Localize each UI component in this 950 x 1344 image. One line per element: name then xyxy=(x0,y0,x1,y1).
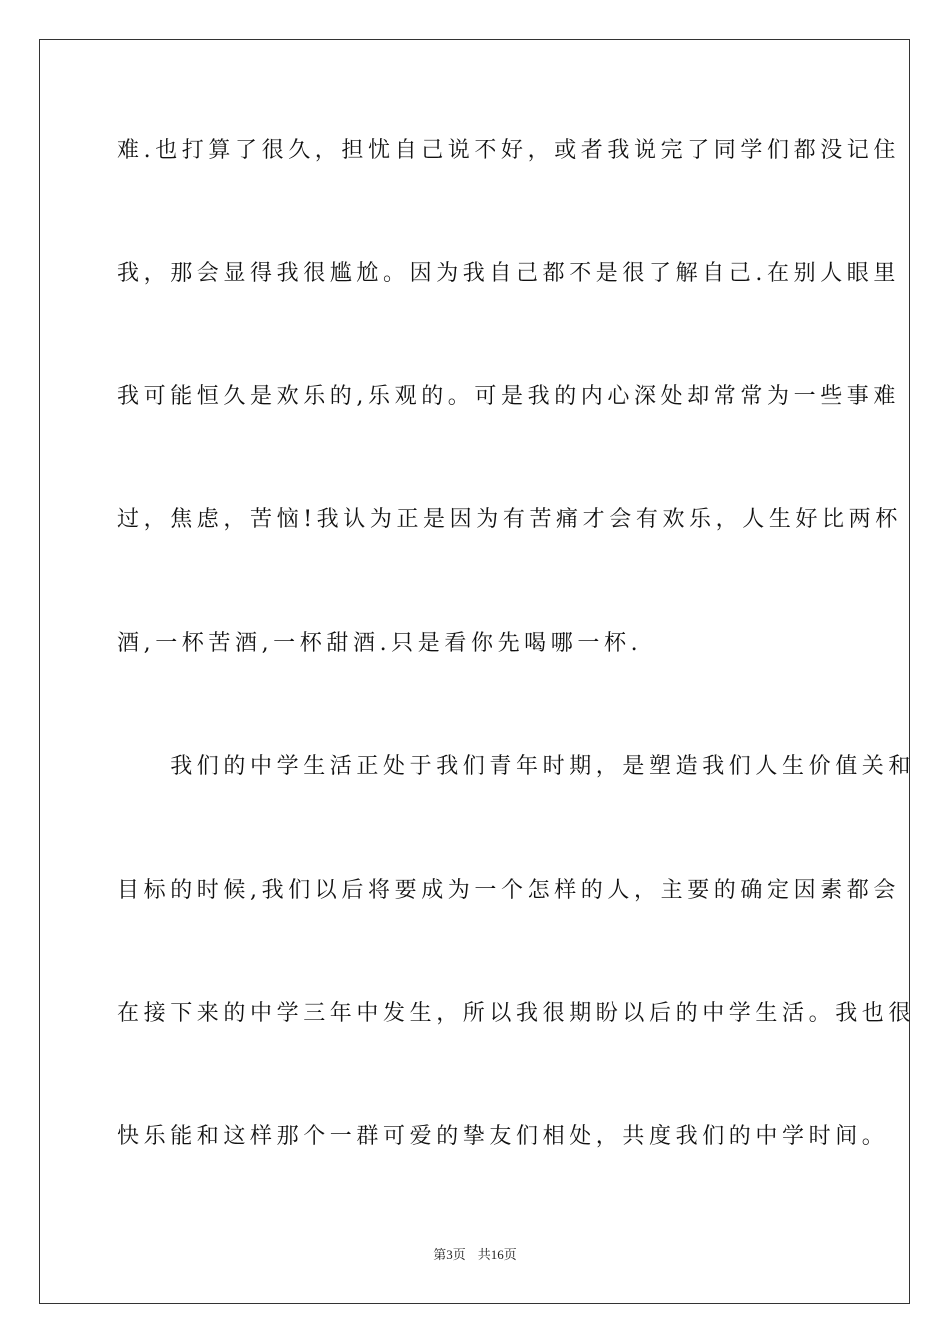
page-number: 第3页 xyxy=(433,1247,466,1262)
text-line: 我，那会显得我很尴尬。因为我自己都不是很了解自己.在别人眼里 xyxy=(117,261,900,286)
text-line: 我可能恒久是欢乐的,乐观的。可是我的内心深处却常常为一些事难 xyxy=(117,384,900,409)
text-line: 过，焦虑，苦恼!我认为正是因为有苦痛才会有欢乐，人生好比两杯 xyxy=(117,507,902,532)
paragraph-start-line: 我们的中学生活正处于我们青年时期，是塑造我们人生价值关和 xyxy=(117,754,916,779)
page-footer xyxy=(0,1246,950,1264)
text-line: 难.也打算了很久，担忧自己说不好，或者我说完了同学们都没记住 xyxy=(117,138,900,163)
text-line: 在接下来的中学三年中发生，所以我很期盼以后的中学生活。我也很 xyxy=(117,1001,916,1026)
page-border xyxy=(39,39,916,1304)
text-line: 酒,一杯苦酒,一杯甜酒.只是看你先喝哪一杯. xyxy=(117,631,643,656)
total-pages: 共16页 xyxy=(477,1247,517,1262)
text-line: 目标的时候,我们以后将要成为一个怎样的人，主要的确定因素都会 xyxy=(117,878,900,903)
text-line: 快乐能和这样那个一群可爱的挚友们相处，共度我们的中学时间。 xyxy=(117,1124,889,1149)
